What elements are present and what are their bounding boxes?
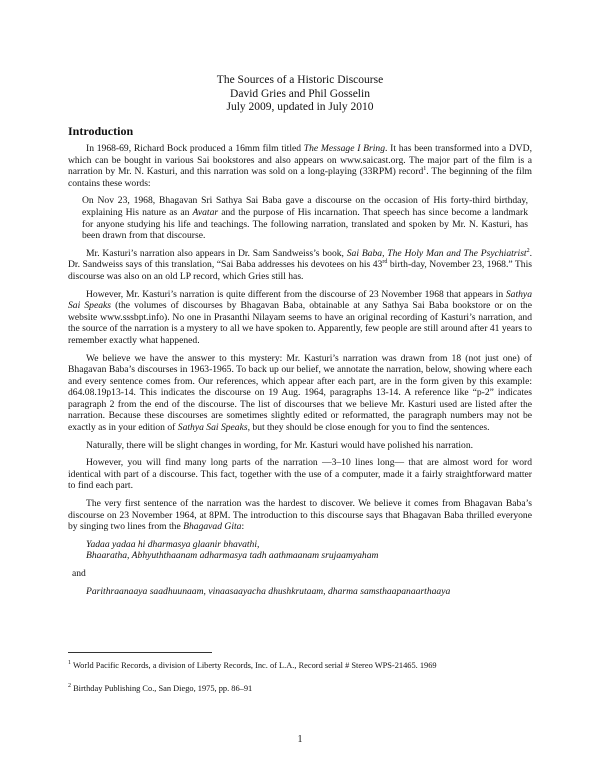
footnote-divider	[68, 652, 212, 653]
body-text	[68, 143, 532, 597]
footnote-2: $^2$ Birthday Publishing Co., San Diego, 1975, pp. 86–91	[68, 683, 253, 693]
verse-line-1: Yadaa yadaa hi dharmasya glaanir bhavathi,	[86, 538, 260, 550]
paragraph-5: Naturally, there will be slight changes in wording, for Mr. Kasturi would have polished his narration.	[86, 439, 474, 451]
section-heading: Introduction	[68, 124, 134, 138]
paragraph-3: However, Mr. Kasturi’s narration is quite different from the discourse of 23 November 1968 that appears in Sathya Sai Speaks (the volumes of discourses by Bhagavan Baba, obtainable at any Sathya Sai Baba bookstore or on the website www.sssbpt.info). No one in Prasanthi Nilayam seems to have an original recording of Kasturi’s narration, and the source of the narration is a mystery to all we have spoken to. Apparently, few people are still around after 41 years to remember exactly what happened.	[68, 288, 532, 346]
block-quote: On Nov 23, 1968, Bhagavan Sri Sathya Sai Baba gave a discourse on the occasion of His forty-third birthday, explaining His nature as an Avatar and the purpose of His incarnation. That speech has since become a landmark for anyone studying his life and teachings. The following narration, translated and spoken by Mr. N. Kasturi, has been drawn from that discourse.	[82, 195, 528, 242]
paragraph-2: Mr. Kasturi’s narration also appears in Dr. Sam Sandweiss’s book, Sai Baba, The Holy Man and The Psychiatrist$^2$. Dr. Sandweiss says of this translation, “Sai Baba addresses his devotees on his 43rd birth-day, November 23, 1968.” This discourse was also on an old LP record, which Gries still has.	[68, 247, 532, 282]
footnote-ref-1[interactable]: 1	[423, 166, 427, 172]
film-title: The Message I Bring	[303, 143, 385, 154]
paragraph-7: The very first sentence of the narration was the hardest to discover. We believe it comes from Bhagavan Baba’s discourse on 23 November 1964, at 8PM. The introduction to this discourse says that Bhagavan Baba thrilled everyone by singing two lines from the Bhagavad Gita:	[68, 498, 532, 533]
book-title: Sai Baba, The Holy Man and The Psychiatrist	[346, 247, 527, 259]
paragraph-6: However, you will find many long parts of the narration —3–10 lines long— that are almost word for word identical with part of a discourse. This fact, together with the use of a computer, made it a fairly straightforward matter to find each part.	[68, 457, 532, 492]
document-authors: David Gries and Phil Gosselin	[230, 87, 370, 100]
verse-connector: and	[72, 568, 86, 579]
footnote-1: $^1$ World Pacific Records, a division of Liberty Records, Inc. of L.A., Record serial # Stereo WPS-21465. 1969	[68, 660, 437, 670]
title-block	[0, 74, 600, 115]
paragraph-4: We believe we have the answer to this mystery: Mr. Kasturi’s narration was drawn from 18 (not just one) of Bhagavan Baba’s discourses in 1963-1965. To back up our belief, we annotate the narration, below, showing where each and every sentence comes from. Our references, which appear after each part, are in the form given by this example: d64.08.19p13-14. This indicates the discourse on 19 Aug. 1964, paragraphs 13-14. A reference like “p-2” indicates paragraph 2 from the end of the discourse. The list of discourses that we believe Mr. Kasturi used are listed after the narration. Because these discourses are sometimes slightly edited or reformatted, the paragraph numbers may not be exactly as in your edition of Sathya Sai Speaks, but they should be close enough for you to find the sentences.	[68, 352, 532, 434]
verse-line-3: Parithraanaaya saadhuunaam, vinaasaayacha dhushkrutaam, dharma samsthaapanaarthaaya	[86, 585, 451, 597]
document-title: The Sources of a Historic Discourse	[216, 74, 384, 86]
page-number: 1	[297, 734, 303, 745]
footnote-ref-2[interactable]: 2	[526, 247, 530, 254]
document-date: July 2009, updated in July 2010	[226, 101, 374, 113]
paragraph-1: In 1968-69, Richard Bock produced a 16mm film titled The Message I Bring. It has been transformed into a DVD, which can be bought in various Sai bookstores and also appears on www.saicast.org. The major part of the film is a narration by Mr. N. Kasturi, and this narration was sold on a long-playing (33RPM) record$^1$. The beginning of the film contains these words:	[68, 143, 533, 189]
verse-line-2: Bhaaratha, Abhyuththaanam adharmasya tadh aathmaanam srujaamyaham	[86, 550, 379, 562]
